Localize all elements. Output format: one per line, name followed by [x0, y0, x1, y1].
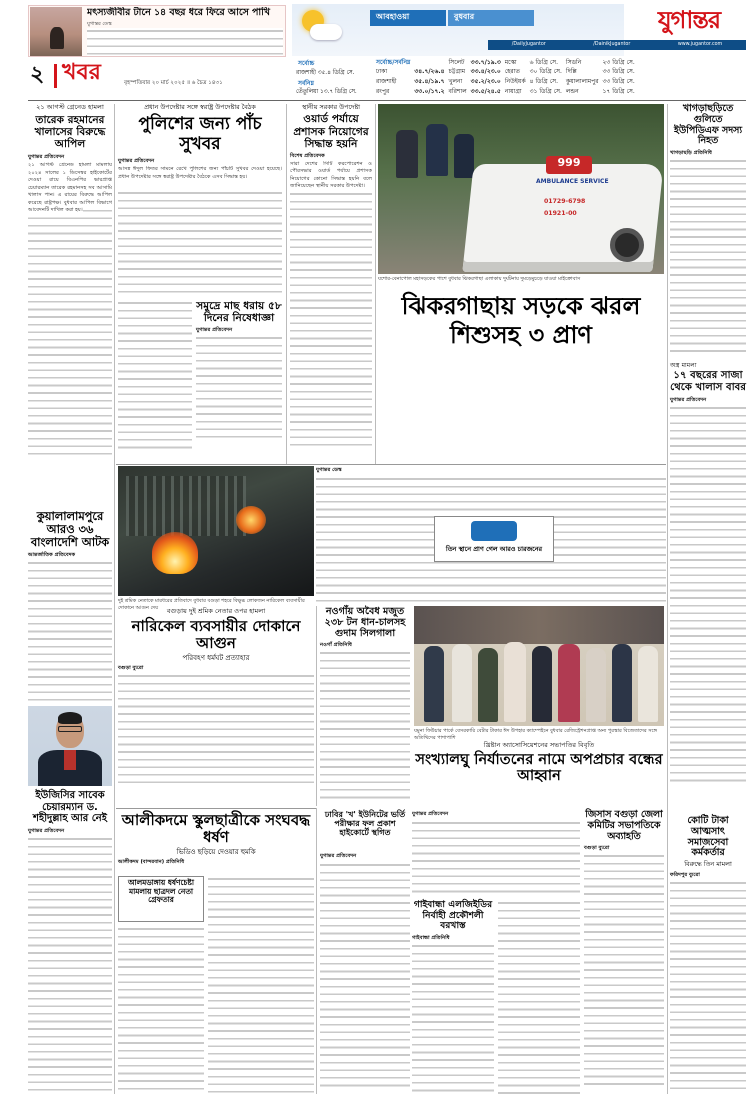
weather-cell: ৩৪.৭/২৬.৪ [414, 68, 445, 76]
story-dhabi[interactable] [320, 810, 410, 850]
story-subhead: বিরুদ্ধে তিন মামলা [684, 860, 732, 869]
section-divider [116, 808, 316, 809]
weather-cell: ৩৩ ডিগ্রি সে. [602, 77, 635, 85]
story-lged-continued [498, 900, 580, 1094]
story-student-rape[interactable] [118, 812, 314, 1094]
story-byline: যুগান্তর প্রতিবেদন [320, 853, 357, 859]
weather-cell: ১৭ ডিগ্রি সে. [602, 87, 635, 95]
weather-cell: দিল্লি [565, 68, 577, 76]
story-babar[interactable] [670, 362, 746, 802]
facebook-handle[interactable]: /DailyJugantor [511, 41, 546, 47]
story-body [670, 158, 746, 354]
story-body [584, 853, 664, 1085]
story-body [28, 836, 112, 1094]
story-christian-body [412, 810, 580, 898]
vehicle-sign-phone: 01729-6798 [544, 198, 586, 205]
story-crore[interactable] [670, 816, 746, 1094]
story-body [670, 880, 746, 1094]
twitter-handle[interactable]: /DainikJugantor [593, 41, 631, 47]
vehicle-sign-phone: 01921-00 [544, 210, 577, 217]
story-byline: যুগান্তর প্রতিবেদন [28, 154, 65, 161]
story-tarique[interactable] [28, 104, 112, 460]
story-byline: যুগান্তর প্রতিবেদন [196, 327, 233, 334]
person-figure [532, 646, 552, 722]
story-lead: আসন্ন ঈদুল ফিতর সামনে রেখে পুলিশের জন্য পাঁচটি সুখবর দেওয়া হয়েছে। প্রধান উপদেষ্টার সঙ্গে স্বরাষ্ট্র উপদেষ্টার বৈঠকে এসব সিদ্ধান্ত হয়। [118, 166, 282, 180]
story-subhead: ভিডিও ছড়িয়ে দেওয়ার হুমকি [176, 847, 256, 856]
weather-cell: খুলনা [448, 77, 463, 85]
person-figure [612, 644, 632, 722]
weather-cell: ২৩ ডিগ্রি সে. [602, 58, 635, 66]
story-headline: সমুদ্রে মাছ ধরায় ৫৮ দিনের নিষেধাজ্ঞা [196, 300, 282, 325]
story-byline: যুগান্তর প্রতিবেদন [412, 811, 449, 817]
story-jisas[interactable] [584, 810, 664, 1094]
weather-cell: রাজশাহী [376, 77, 397, 85]
story-kicker: খ্রিষ্টান অ্যাসোসিয়েশনের সভাপতির বিবৃতি [483, 741, 595, 749]
story-byline: বিশেষ প্রতিবেদক [290, 152, 325, 159]
story-headline: পুলিশের জন্য পাঁচ সুখবর [138, 114, 262, 154]
weather-cell: নায়াগ্রা [504, 87, 522, 95]
obituary-portrait [28, 706, 112, 786]
person-figure [586, 648, 606, 722]
promo-source: যুগান্তর ডেস্ক [87, 21, 112, 27]
sun-cloud-icon [300, 8, 344, 48]
story-headline: কোটি টাকা আত্মসাৎ সমাজসেবা কর্মকর্তার [687, 815, 729, 859]
promo-thumbnail [30, 7, 82, 57]
story-malaysia[interactable] [28, 510, 112, 700]
column-divider [375, 104, 376, 464]
story-byline: বগুড়া ব্যুরো [584, 845, 610, 852]
weather-cell: বরিশাল [448, 87, 467, 95]
story-byline: আন্তর্জাতিক প্রতিবেদক [28, 552, 76, 559]
story-body [28, 162, 112, 458]
story-headline: নওগাঁয় অবৈধ মজুত ২৩৮ টন ধান-চালসহ গুদাম সিলগালা [324, 606, 406, 640]
column-divider [114, 104, 115, 1094]
bird-silhouette-icon [50, 27, 64, 49]
story-naogaon[interactable] [320, 606, 410, 806]
section-divider [116, 464, 666, 465]
firefighter-icon [454, 134, 474, 178]
group-photo [414, 606, 664, 726]
weather-cell: ঢাকা [376, 68, 388, 76]
story-lead: সারা দেশের সিটি করপোরেশন ও পৌরসভার ওয়ার্ড পর্যায়ে প্রশাসক নিয়োগের কোনো সিদ্ধান্ত হয়নি বলে জানিয়েছেন স্থানীয় সরকার উপদেষ্টা। [290, 160, 372, 190]
story-headline: ঢাবির 'খ' ইউনিটের ভর্তি পরীক্ষার ফল প্রকাশ হাইকোর্টে স্থগিত [324, 810, 406, 838]
story-headline: নারিকেল ব্যবসায়ীর দোকানে আগুন [131, 616, 301, 652]
story-police-continued [118, 300, 192, 450]
story-headline: তারেক রহমানের খালাসের বিরুদ্ধে আপিল [34, 113, 106, 150]
story-kicker: অস্ত্র মামলা [670, 362, 697, 369]
weather-cell: ৩৩.০/১৭.২ [414, 87, 445, 95]
story-headline: ওয়ার্ড পর্যায়ে প্রশাসক নিয়োগের সিদ্ধান্ত হয়নি [293, 113, 369, 150]
weather-cell: ৩০ ডিগ্রি সে. [529, 68, 562, 76]
weather-cell: সিলেট [448, 58, 465, 66]
story-body [118, 166, 282, 296]
weather-min-value: তেঁতুলিয়া ১৩.৭ ডিগ্রি সে. [296, 89, 357, 95]
column-divider [316, 606, 317, 806]
weather-cell: নিউইয়র্ক [504, 77, 526, 85]
vehicle-sign-service: AMBULANCE SERVICE [536, 178, 609, 185]
fire-photo [118, 466, 314, 596]
story-lged[interactable] [412, 900, 494, 1094]
person-figure [504, 642, 526, 722]
inset-label: তিন স্থানে প্রাণ গেল আরও চারজনের [445, 544, 543, 553]
story-headline: কুয়ালালামপুরে আরও ৩৬ বাংলাদেশি আটক [30, 509, 110, 550]
story-byline: গাইবান্ধা প্রতিনিধি [412, 934, 450, 941]
promo-box[interactable] [28, 5, 286, 57]
story-lead: ২১ আগস্ট গ্রেনেড হামলা মামলায় ২০২৪ সালের ১ ডিসেম্বর হাইকোর্টের দেওয়া রায়ে বিএনপির ভারপ্রাপ্ত চেয়ারম্যান তারেক রহমানসহ সব আসামি খালাস পান। এ রায়ের বিরুদ্ধে আপিল করেছে রাষ্ট্রপক্ষ। বুধবার আপিল বিভাগে আবেদনটি দাখিল করা হয়। [28, 162, 112, 214]
story-alamdanga[interactable] [118, 876, 204, 922]
story-headline: সংখ্যালঘু নির্যাতনের নামে অপপ্রচার বন্ধের আহ্বান [415, 750, 663, 785]
bus-crash-icon [471, 521, 517, 541]
story-byline: যুগান্তর প্রতিবেদন [670, 396, 707, 403]
promo-text [87, 28, 283, 56]
vehicle-sign-999: 999 [546, 156, 592, 174]
accident-photo-caption: যশোর-বেনাপোল মহাসড়কের পাশে বুধবার ঝিকরগাছা এলাকায় দুর্ঘটনায় দুমড়েমুচড়ে যাওয়া মাইক্রোবাস [378, 276, 581, 282]
page-date: বৃহস্পতিবার ২০ মার্চ ২০২৫ ॥ ৬ চৈত্র ১৪৩১ [124, 80, 223, 86]
weather-table [374, 58, 637, 96]
weather-cell: ৩৩.৪/২৩.০ [470, 68, 501, 76]
column-divider [286, 104, 287, 464]
column-divider [316, 808, 317, 1094]
story-dhabi-body [320, 852, 410, 1094]
person-figure [558, 644, 580, 722]
story-bogura[interactable] [118, 608, 314, 798]
weather-row [374, 87, 637, 97]
story-headline: ইউজিসির সাবেক চেয়ারম্যান ড. শহীদুল্লাহ আর নেই [33, 790, 107, 824]
story-obituary[interactable] [28, 790, 112, 1094]
story-subhead: পরিবহণ ধর্মঘট প্রত্যাহার [182, 654, 250, 663]
weather-cell: হেরাত [504, 68, 520, 76]
weather-cell: সর্বোচ্চ/সর্বনিম্ন [376, 58, 411, 66]
weather-max-label: সর্বোচ্চ [298, 60, 315, 67]
story-body [28, 560, 112, 706]
weather-max-value: রাজশাহী ৩৫.৪ ডিগ্রি সে. [296, 70, 355, 76]
story-byline: যুগান্তর প্রতিবেদন [118, 158, 155, 165]
weather-cell: কুয়ালালামপুর [565, 77, 599, 85]
story-khagrachari[interactable] [670, 104, 746, 350]
story-byline: ফরিদপুর ব্যুরো [670, 871, 700, 878]
weather-day: বুধবার [448, 10, 534, 26]
person-figure [638, 646, 658, 722]
wreck-wheel-icon [610, 228, 644, 262]
group-photo-caption: যমুনা ফিউচার পার্কে বেসরকারি বেটার টাকার ঈদ উপহার ক্যাম্পেইনে বুধবার রেজিস্ট্রেশনপ্রাপ্ত অন্য পুরস্কার বিজেতাদের সঙ্গে অতিথিদের পাশাপাশি [414, 728, 657, 741]
firefighter-icon [396, 130, 418, 178]
website-link[interactable]: www.jugantor.com [677, 41, 723, 47]
weather-cell: ৩৫.৪/১৯.৭ [414, 77, 445, 85]
story-byline: আলীকদম (বান্দরবান) প্রতিনিধি [118, 859, 185, 866]
weather-cell: ৩১ ডিগ্রি সে. [529, 87, 562, 95]
person-figure [452, 644, 472, 722]
story-headline: জিসাস বগুড়া জেলা কমিটির সভাপতিকে অব্যাহতি [585, 809, 663, 842]
promo-headline: মৎস্যজীবীর টানে ১৪ বছর ধরে ফিরে আসে পাখি [87, 7, 270, 18]
weather-cell: মস্কো [504, 58, 517, 66]
person-figure [424, 646, 444, 722]
person-figure [478, 648, 498, 722]
story-police[interactable] [118, 104, 282, 294]
weather-cell: ৩৩.৭/১৯.৩ [470, 58, 501, 66]
story-byline: খাগড়াছড়ি প্রতিনিধি [670, 150, 712, 157]
story-jhikorgacha-body [316, 466, 666, 604]
weather-tab[interactable]: আবহাওয়া [370, 10, 446, 26]
header-divider [28, 100, 746, 101]
social-bar [488, 40, 746, 50]
story-byline: নওগাঁ প্রতিনিধি [320, 642, 352, 649]
section-divider-bar [54, 64, 57, 88]
weather-min-label: সর্বনিম্ন [298, 80, 314, 87]
shop-grille [126, 476, 246, 536]
weather-table-region [294, 58, 746, 98]
story-headline: ঝিকরগাছায় সড়কে ঝরল শিশুসহ ৩ প্রাণ [401, 292, 641, 350]
weather-row [374, 58, 637, 68]
story-body [118, 926, 204, 1094]
flame-icon [152, 532, 198, 574]
flame-icon [236, 506, 266, 534]
story-byline: যুগান্তর ডেস্ক [316, 467, 342, 473]
story-christian[interactable] [414, 742, 664, 806]
weather-cell: ৬ ডিগ্রি সে. [529, 58, 559, 66]
inset-box [434, 516, 554, 562]
weather-cell: চট্টগ্রাম [448, 68, 466, 76]
story-headline: আলীকদমে স্কুলছাত্রীকে সংঘবদ্ধ ধর্ষণ [121, 811, 311, 847]
story-body [290, 161, 372, 451]
weather-cell: ৩৩.৫/২৪.৫ [470, 87, 501, 95]
story-body [320, 650, 410, 800]
fire-photo-caption: দুই শ্রমিক নেতাকে মারধরের প্রতিবাদে বুধবার বগুড়া শহরে বিক্ষুব্ধ লোকজন নারিকেল ব্যবসায়ীর দোকানে আগুন দেয় [118, 598, 305, 611]
column-divider [667, 104, 668, 1094]
story-body [118, 673, 314, 783]
story-kicker: স্থানীয় সরকার উপদেষ্টা [301, 103, 361, 111]
weather-row [374, 68, 637, 78]
weather-cell: সিডনি [565, 58, 582, 66]
story-kicker: প্রধান উপদেষ্টার সঙ্গে স্বরাষ্ট্র উপদেষ্টার বৈঠক [144, 103, 256, 111]
story-kicker: ২১ আগস্ট গ্রেনেড হামলা [36, 103, 104, 111]
story-headline: খাগড়াছড়িতে গুলিতে ইউপিডিএফ সদস্য নিহত [673, 103, 743, 147]
weather-cell: রংপুর [376, 87, 390, 95]
story-jhikorgacha[interactable] [378, 290, 664, 466]
story-local-gov[interactable] [290, 104, 372, 460]
logo[interactable]: যুগান্তর [657, 5, 721, 34]
story-byline: বগুড়া ব্যুরো [118, 665, 144, 672]
story-headline: ১৭ বছরের সাজা থেকে খালাস বাবর [670, 370, 746, 393]
story-kicker: বগুড়ায় দুই শ্রমিক নেতার ওপর হামলা [166, 607, 266, 615]
story-body [196, 335, 282, 439]
weather-row [374, 77, 637, 87]
weather-cell: লন্ডন [565, 87, 579, 95]
accident-photo [378, 104, 664, 274]
story-body [412, 943, 494, 1093]
story-body [670, 405, 746, 785]
section-title: খবর [62, 60, 101, 85]
story-fishing-ban[interactable] [196, 300, 282, 450]
weather-cell: ৪ ডিগ্রি সে. [529, 77, 559, 85]
page-number: ২ [30, 62, 45, 87]
story-byline: যুগান্তর প্রতিবেদন [28, 827, 65, 834]
story-headline: গাইবান্ধা এলজিইডির নির্বাহী প্রকৌশলী বরখাস্ত [413, 899, 493, 932]
weather-cell: ৩৫.২/২৩.০ [470, 77, 501, 85]
firefighter-icon [426, 124, 448, 176]
weather-cell: ৩৩ ডিগ্রি সে. [602, 68, 635, 76]
story-body [208, 876, 314, 1094]
story-headline: আলমডাঙ্গায় ধর্ষণচেষ্টা মামলায় ছাত্রদল নেতা গ্রেফতার [127, 878, 194, 905]
